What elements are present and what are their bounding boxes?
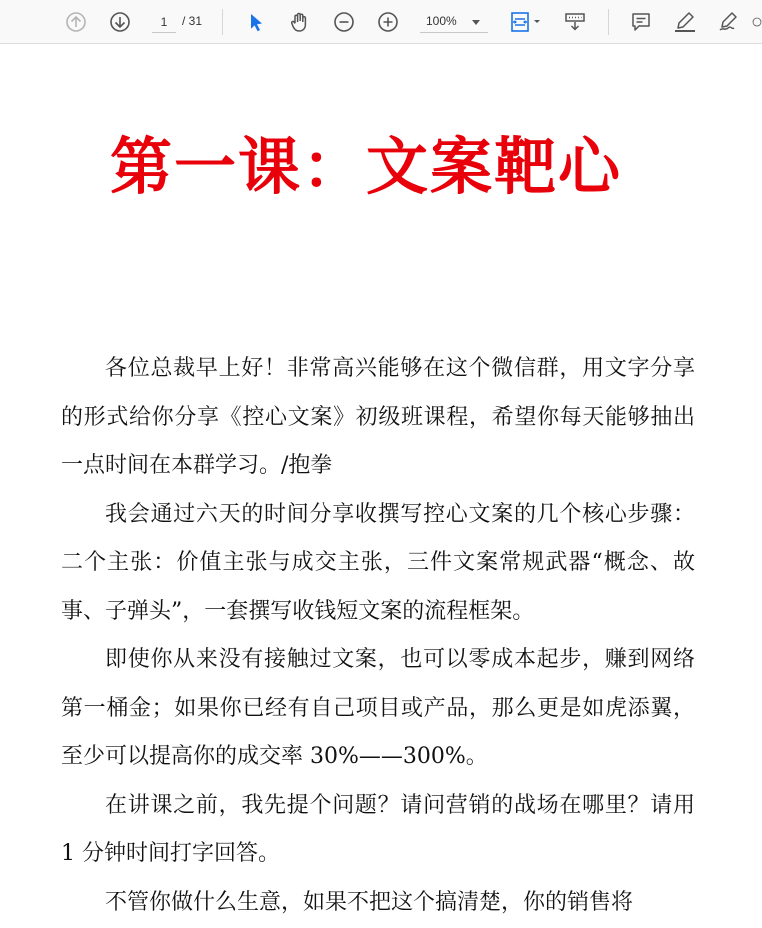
highlight-icon[interactable]	[671, 8, 699, 36]
document-page	[0, 45, 762, 928]
paragraph: 不管你做什么生意，如果不把这个搞清楚，你的销售将	[105, 889, 634, 915]
page-number-input[interactable]	[152, 12, 176, 33]
paragraph: 我会通过六天的时间分享收撰写控心文案的几个核心步骤：二个主张：价值主张与成交主张，三件文案常规武器“概念、故事、子弹头”，一套撰写收钱短文案的流程框架。	[61, 501, 695, 624]
toolbar-divider	[222, 9, 223, 35]
zoom-out-icon[interactable]	[330, 8, 358, 36]
toolbar-divider	[608, 9, 609, 35]
pdf-toolbar	[0, 0, 762, 44]
document-title: 第一课：文案靶心	[110, 130, 623, 203]
comment-icon[interactable]	[627, 8, 655, 36]
more-tools-icon[interactable]	[752, 8, 762, 36]
select-cursor-icon[interactable]	[242, 8, 270, 36]
paragraph: 各位总裁早上好！非常高兴能够在这个微信群，用文字分享的形式给你分享《控心文案》初级班课程，希望你每天能够抽出一点时间在本群学习。/抱拳	[61, 356, 695, 478]
page-total-label: / 31	[182, 14, 203, 28]
paragraph: 即使你从来没有接触过文案，也可以零成本起步，赚到网络第一桶金；如果你已经有自己项目或产品，那么更是如虎添翼，至少可以提高你的成交率 30%——300%。	[61, 647, 695, 769]
chevron-down-icon	[472, 20, 480, 25]
sign-icon[interactable]	[715, 8, 743, 36]
zoom-in-icon[interactable]	[374, 8, 402, 36]
zoom-level-value: 100%	[426, 14, 457, 28]
document-body	[61, 345, 695, 927]
scroll-mode-icon[interactable]	[561, 8, 589, 36]
page-down-icon[interactable]	[106, 8, 134, 36]
zoom-level-dropdown[interactable]	[420, 11, 488, 33]
fit-page-icon[interactable]	[506, 8, 546, 36]
paragraph: 在讲课之前，我先提个问题？请问营销的战场在哪里？请用 1 分钟时间打字回答。	[61, 792, 695, 866]
page-up-icon[interactable]	[62, 8, 90, 36]
hand-tool-icon[interactable]	[286, 8, 314, 36]
